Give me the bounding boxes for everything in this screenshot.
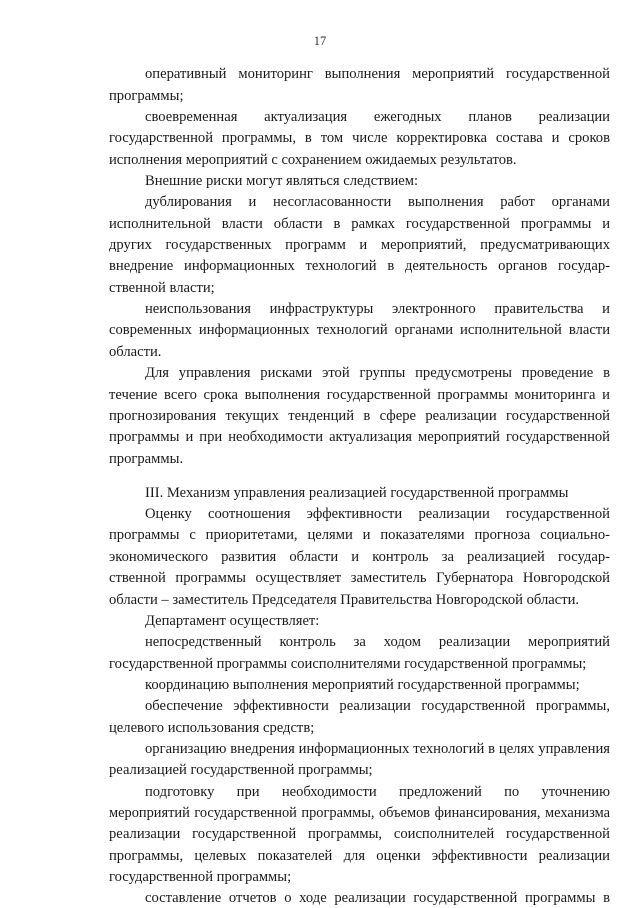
- text-line: государственной программы соисполнителями государственной программы;: [109, 656, 587, 672]
- text-line: других государственных программ и мероприятий, предусматривающих: [109, 237, 610, 253]
- text-line: исполнительной власти области в рамках государственной программы и: [109, 216, 610, 232]
- text-line: составление отчетов о ходе реализации государственной программы в: [145, 890, 610, 906]
- text-line: программы, целевых показателей для оценки эффективности реализации: [109, 848, 610, 864]
- page-number: 17: [313, 34, 327, 48]
- text-line: экономического развития области и контроль за реализацией государ-: [109, 549, 610, 565]
- text-line: обеспечение эффективности реализации государственной программы,: [145, 698, 610, 714]
- text-line: подготовку при необходимости предложений по уточнению: [145, 784, 610, 800]
- text-line: дублирования и несогласованности выполнения работ органами: [145, 194, 610, 210]
- text-line: координацию выполнения мероприятий государственной программы;: [145, 677, 580, 693]
- text-line: организацию внедрения информационных технологий в целях управления: [145, 741, 610, 757]
- text-line: ственной власти;: [109, 280, 215, 296]
- text-line: целевого использования средств;: [109, 720, 315, 736]
- text-line: Оценку соотношения эффективности реализации государственной: [145, 506, 610, 522]
- text-line: государственной программы, в том числе корректировка состава и сроков: [109, 130, 610, 146]
- text-line: программы и при необходимости актуализация мероприятий государственной: [109, 429, 610, 445]
- text-line: современных информационных технологий органами исполнительной власти: [109, 322, 610, 338]
- text-line: течение всего срока выполнения государственной программы мониторинга и: [109, 387, 610, 403]
- text-line: Для управления рисками этой группы предусмотрены проведение в: [145, 365, 610, 381]
- text-line: оперативный мониторинг выполнения мероприятий государственной: [145, 66, 610, 82]
- text-line: области.: [109, 344, 162, 360]
- text-line: внедрение информационных технологий в деятельность органов государ-: [109, 258, 610, 274]
- text-line: программы.: [109, 451, 184, 467]
- text-line: своевременная актуализация ежегодных планов реализации: [145, 109, 610, 125]
- text-line: Департамент осуществляет:: [145, 613, 320, 629]
- text-line: прогнозирования текущих тенденций в сфере реализации государственной: [109, 408, 610, 424]
- text-line: мероприятий государственной программы, объемов финансирования, механизма: [109, 805, 610, 821]
- text-line: ственной программы осуществляет заместитель Губернатора Новгородской: [109, 570, 610, 586]
- text-line: неиспользования инфраструктуры электронного правительства и: [145, 301, 610, 317]
- text-line: Внешние риски могут являться следствием:: [145, 173, 419, 189]
- text-line: программы;: [109, 88, 184, 104]
- text-line: исполнения мероприятий с сохранением ожидаемых результатов.: [109, 152, 517, 168]
- text-line: реализации государственной программы, соисполнителей государственной: [109, 826, 610, 842]
- text-line: реализацией государственной программы;: [109, 762, 373, 778]
- section-heading: III. Механизм управления реализацией государственной программы: [145, 485, 569, 501]
- text-line: государственной программы;: [109, 869, 292, 885]
- text-line: непосредственный контроль за ходом реализации мероприятий: [145, 634, 610, 650]
- text-line: программы с приоритетами, целями и показателями прогноза социально-: [109, 527, 610, 543]
- text-line: области – заместитель Председателя Правительства Новгородской области.: [109, 592, 580, 608]
